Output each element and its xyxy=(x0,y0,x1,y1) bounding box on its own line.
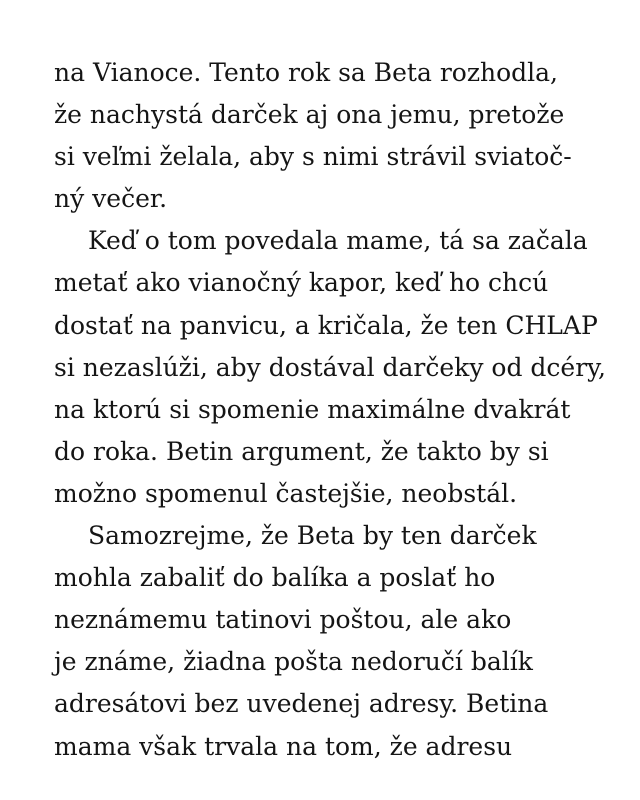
text-line: do roka. Betin argument, že takto by si xyxy=(54,436,549,466)
text-line: neznámemu tatinovi poštou, ale ako xyxy=(54,605,512,635)
text-line: na ktorú si spomenie maximálne dvakrát xyxy=(54,394,571,424)
text-line: si nezaslúži, aby dostával darčeky od dcéry, xyxy=(54,352,606,382)
text-line: mohla zabaliť do balíka a poslať ho xyxy=(54,563,496,593)
paragraph xyxy=(54,52,614,220)
text-line: Samozrejme, že Beta by ten darček xyxy=(88,521,537,551)
paragraph xyxy=(54,515,614,768)
text-line: dostať na panvicu, a kričala, že ten CHLAP xyxy=(54,310,598,340)
text-line: že nachystá darček aj ona jemu, pretože xyxy=(54,100,565,130)
body-text xyxy=(54,52,614,768)
text-line: je známe, žiadna pošta nedoručí balík xyxy=(54,647,533,677)
text-line: mama však trvala na tom, že adresu xyxy=(54,731,513,761)
text-line: možno spomenul častejšie, neobstál. xyxy=(54,478,518,508)
text-line: Keď o tom povedala mame, tá sa začala xyxy=(88,226,588,256)
text-line: metať ako vianočný kapor, keď ho chcú xyxy=(54,268,549,298)
text-line: si veľmi želala, aby s nimi strávil sviatoč- xyxy=(54,142,572,172)
text-line: na Vianoce. Tento rok sa Beta rozhodla, xyxy=(54,58,559,87)
text-line: adresátovi bez uvedenej adresy. Betina xyxy=(54,689,549,719)
paragraph xyxy=(54,220,614,515)
text-line: ný večer. xyxy=(54,184,168,214)
